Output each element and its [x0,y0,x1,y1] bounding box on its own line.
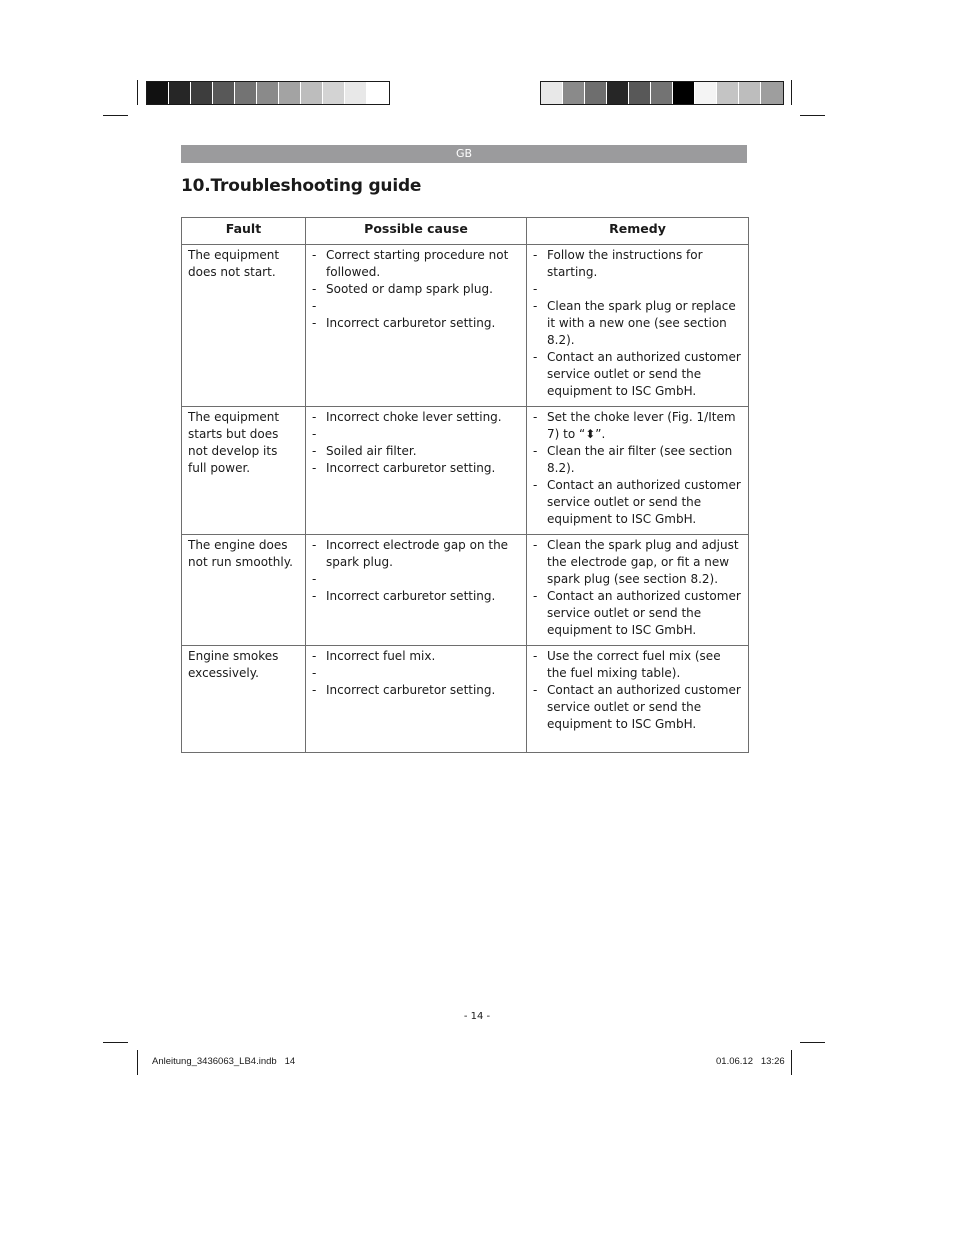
remedy-cell [527,646,749,753]
color-calibration-bar-left [146,81,390,105]
remedy-item: - Use the correct fuel mix (see the fuel mixing table). [533,648,742,682]
table-header-row [182,218,749,245]
cause-item: - Incorrect fuel mix. [312,648,520,665]
column-header-remedy: Remedy [527,218,749,245]
color-swatch [541,82,563,104]
color-swatch [695,82,717,104]
color-swatch [257,82,279,104]
table-row [182,245,749,407]
color-swatch [673,82,695,104]
column-header-fault: Fault [182,218,306,245]
page-number: - 14 - [463,1011,491,1022]
cause-item: - Sooted or damp spark plug. [312,281,520,298]
remedy-item: - Clean the spark plug and adjust the electrode gap, or fit a new spark plug (see section 8.2). [533,537,742,588]
cause-item: - Incorrect carburetor setting. [312,588,520,605]
crop-mark [791,1050,792,1075]
cause-cell [306,407,527,535]
color-swatch [607,82,629,104]
color-swatch [279,82,301,104]
remedy-item: - Follow the instructions for starting. [533,247,742,281]
crop-mark [791,80,792,105]
remedy-item: - Contact an authorized customer service outlet or send the equipment to ISC GmbH. [533,588,742,639]
footer-datetime: 01.06.12 13:26 [716,1056,785,1067]
crop-mark [137,1050,138,1075]
crop-mark [103,115,128,116]
language-tag: GB [455,147,473,160]
fault-cell: Engine smokes excessively. [182,646,306,753]
spacer [312,298,520,315]
color-swatch [629,82,651,104]
color-swatch [739,82,761,104]
color-swatch [717,82,739,104]
spacer [312,665,520,682]
fault-cell: The equipment does not start. [182,245,306,407]
crop-mark [137,80,138,105]
troubleshooting-table [181,217,749,753]
crop-mark [103,1042,128,1043]
color-swatch [323,82,345,104]
color-swatch [301,82,323,104]
remedy-item: - Clean the air filter (see section 8.2). [533,443,742,477]
remedy-item: - Contact an authorized customer service outlet or send the equipment to ISC GmbH. [533,682,742,733]
spacer [312,426,520,443]
remedy-cell [527,407,749,535]
color-swatch [235,82,257,104]
spacer [533,281,742,298]
table-row [182,407,749,535]
remedy-item: - Contact an authorized customer service outlet or send the equipment to ISC GmbH. [533,349,742,400]
cause-item: - Incorrect carburetor setting. [312,315,520,332]
cause-cell [306,245,527,407]
color-swatch [651,82,673,104]
remedy-item: - Contact an authorized customer service outlet or send the equipment to ISC GmbH. [533,477,742,528]
color-swatch [761,82,783,104]
color-swatch [563,82,585,104]
cause-item: - Incorrect carburetor setting. [312,460,520,477]
cause-cell [306,646,527,753]
fault-cell: The equipment starts but does not develop its full power. [182,407,306,535]
section-title: 10.Troubleshooting guide [181,176,422,196]
table-row [182,646,749,753]
remedy-cell [527,535,749,646]
footer-file-info: Anleitung_3436063_LB4.indb 14 [152,1056,296,1067]
color-swatch [213,82,235,104]
cause-item: - Incorrect electrode gap on the spark plug. [312,537,520,571]
color-swatch [367,82,389,104]
color-swatch [345,82,367,104]
color-swatch [585,82,607,104]
cause-item: - Soiled air filter. [312,443,520,460]
cause-cell [306,535,527,646]
crop-mark [800,1042,825,1043]
crop-mark [800,115,825,116]
spacer [312,571,520,588]
fault-cell: The engine does not run smoothly. [182,535,306,646]
cause-item: - Incorrect choke lever setting. [312,409,520,426]
column-header-cause: Possible cause [306,218,527,245]
remedy-item: - Set the choke lever (Fig. 1/Item 7) to “⬍”. [533,409,742,443]
remedy-item: - Clean the spark plug or replace it with a new one (see section 8.2). [533,298,742,349]
color-swatch [147,82,169,104]
color-swatch [169,82,191,104]
language-band [181,145,747,163]
remedy-cell [527,245,749,407]
cause-item: - Correct starting procedure not followed. [312,247,520,281]
table-row [182,535,749,646]
color-swatch [191,82,213,104]
cause-item: - Incorrect carburetor setting. [312,682,520,699]
color-calibration-bar-right [540,81,784,105]
